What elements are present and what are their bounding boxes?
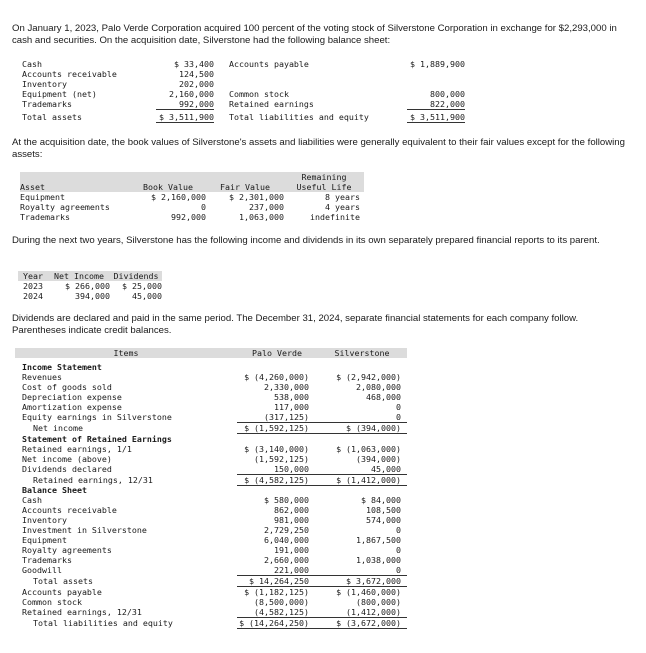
- bs-asset-label: Accounts receivable: [22, 69, 117, 79]
- income-row: [18, 291, 162, 301]
- income-statement-title-row: [15, 362, 407, 372]
- fv-row: [20, 192, 364, 202]
- bs-item-row: [15, 525, 407, 535]
- empty-cell: [317, 362, 407, 372]
- bs-total-row: [22, 110, 465, 123]
- fv-book-value: 0: [201, 202, 206, 212]
- total-assets-row-silverstone: $ 3,672,000: [317, 576, 407, 587]
- income-row: [15, 372, 407, 382]
- inc-header-dividends: Dividends: [110, 271, 162, 281]
- inc-header-year: Year: [18, 271, 48, 281]
- re-end-row-silverstone: $ (1,412,000): [317, 474, 407, 485]
- empty-cell: [317, 434, 407, 444]
- fair-value-header-row-2: [20, 182, 364, 192]
- hdr-items: Items: [15, 348, 237, 358]
- bs-row: [22, 89, 465, 99]
- fv-asset: Equipment: [20, 192, 65, 202]
- income-row-palo-verde: (317,125): [237, 412, 317, 423]
- bs-liability-label: Retained earnings: [229, 99, 314, 110]
- bs-row: [22, 69, 465, 79]
- fv-header-asset: Asset: [20, 182, 130, 192]
- acquisition-balance-sheet: [22, 59, 465, 123]
- empty-cell: [237, 485, 317, 495]
- retained-earnings-title-row: [15, 434, 407, 444]
- total-le-row-label: Total liabilities and equity: [33, 618, 173, 628]
- bs-item-row-silverstone: $ 84,000: [361, 495, 401, 505]
- re-row-label: Net income (above): [22, 453, 112, 464]
- bs-item-row: [15, 495, 407, 505]
- bs-asset-value: 124,500: [179, 69, 214, 79]
- bs-item-row-palo-verde: $ 580,000: [264, 495, 309, 505]
- fv-fair-value: 1,063,000: [239, 212, 284, 222]
- bs-empty: [214, 79, 407, 89]
- re-end-row-palo-verde: $ (4,582,125): [237, 474, 317, 485]
- income-row-silverstone: 2,080,000: [356, 382, 401, 392]
- bs-item-row-label: Inventory: [22, 515, 67, 525]
- bs-asset-label: Inventory: [22, 79, 67, 89]
- bs-liability-value: $ 1,889,900: [410, 59, 465, 69]
- le-row-silverstone: (1,412,000): [317, 607, 407, 618]
- le-row-palo-verde: (4,582,125): [237, 607, 317, 618]
- fv-fair-value: $ 2,301,000: [229, 192, 284, 202]
- retained-earnings-title: Statement of Retained Earnings: [22, 433, 172, 444]
- fair-value-table: [20, 172, 364, 222]
- income-row: [15, 382, 407, 392]
- net-income-row-silverstone: $ (394,000): [317, 423, 407, 434]
- bs-item-row: [15, 545, 407, 555]
- bs-item-row-silverstone: 0: [396, 525, 401, 535]
- bs-asset-value: $ 33,400: [174, 59, 214, 69]
- bs-empty: [407, 79, 465, 89]
- income-row: [18, 281, 162, 291]
- income-row-silverstone: 468,000: [366, 392, 401, 402]
- bs-item-row-palo-verde: 981,000: [274, 515, 309, 525]
- re-end-row: [15, 474, 407, 485]
- bs-asset-label: Trademarks: [22, 99, 72, 110]
- bs-total-assets-value: $ 3,511,900: [156, 110, 214, 123]
- le-row: [15, 597, 407, 607]
- bs-item-row-palo-verde: 2,660,000: [264, 555, 309, 565]
- bs-empty: [407, 69, 465, 79]
- income-row-label: Revenues: [22, 372, 62, 382]
- bs-row: [22, 59, 465, 69]
- inc-year: 2024: [23, 291, 43, 301]
- bs-item-row-palo-verde: 6,040,000: [264, 535, 309, 545]
- empty-cell: [237, 362, 317, 372]
- bs-total-assets-label: Total assets: [22, 112, 82, 122]
- balance-sheet-title-row: [15, 485, 407, 495]
- bs-liability-label: Accounts payable: [229, 59, 309, 69]
- bs-item-row-label: Cash: [22, 495, 42, 505]
- bs-item-row-label: Accounts receivable: [22, 505, 117, 515]
- total-le-row-silverstone: $ (3,672,000): [317, 618, 407, 629]
- fv-header-book: Book Value: [130, 182, 206, 192]
- inc-net-income: $ 266,000: [65, 281, 110, 291]
- statements-header-row: [15, 348, 407, 358]
- re-row-palo-verde: (1,592,125): [254, 453, 309, 464]
- net-income-row-palo-verde: $ (1,592,125): [237, 423, 317, 434]
- le-row: [15, 587, 407, 598]
- re-row-silverstone: (394,000): [356, 453, 401, 464]
- le-row-silverstone: (800,000): [356, 597, 401, 607]
- inc-year: 2023: [23, 281, 43, 291]
- bs-row: [22, 99, 465, 110]
- re-row: [15, 464, 407, 475]
- re-row-palo-verde: $ (3,140,000): [244, 443, 309, 454]
- re-row-label: Dividends declared: [22, 463, 112, 474]
- income-dividends-table: [18, 271, 162, 301]
- bs-liability-label: Common stock: [229, 89, 289, 99]
- le-row-label: Retained earnings, 12/31: [22, 607, 142, 618]
- fv-book-value: 992,000: [171, 212, 206, 222]
- bs-liability-value: 800,000: [430, 89, 465, 99]
- bs-item-row-silverstone: 1,038,000: [356, 555, 401, 565]
- hdr-palo-verde: Palo Verde: [237, 348, 317, 358]
- bs-empty: [214, 69, 407, 79]
- bs-item-row-palo-verde: 2,729,250: [264, 525, 309, 535]
- le-row-palo-verde: $ (1,182,125): [244, 587, 309, 597]
- net-income-row-label: Net income: [33, 423, 83, 433]
- fv-header-fair: Fair Value: [206, 182, 284, 192]
- income-row: [15, 392, 407, 402]
- bs-item-row: [15, 535, 407, 545]
- income-header-row: [18, 271, 162, 281]
- fv-fair-value: 237,000: [249, 202, 284, 212]
- bs-item-row-label: Goodwill: [22, 565, 62, 576]
- bs-item-row: [15, 505, 407, 515]
- le-row-silverstone: $ (1,460,000): [336, 587, 401, 597]
- bs-liability-value: 822,000: [407, 99, 465, 110]
- fv-book-value: $ 2,160,000: [151, 192, 206, 202]
- financial-statements-table: [15, 348, 407, 629]
- statements-paragraph: Dividends are declared and paid in the same period. The December 31, 2024, separate financial statements for each company follow. Parentheses indicate credit balances.: [12, 313, 579, 337]
- net-income-row: [15, 423, 407, 434]
- fv-header-remaining: Remaining: [284, 172, 364, 182]
- bs-item-row: [15, 555, 407, 565]
- bs-item-row-silverstone: 108,500: [366, 505, 401, 515]
- re-row-silverstone: 45,000: [317, 464, 407, 475]
- re-end-row-label: Retained earnings, 12/31: [33, 474, 153, 485]
- inc-dividends: $ 25,000: [122, 281, 162, 291]
- income-paragraph: During the next two years, Silverstone has the following income and dividends in its own separately prepared financial reports to its parent.: [12, 235, 600, 246]
- total-le-row: [15, 618, 407, 629]
- income-row-label: Equity earnings in Silverstone: [22, 412, 172, 423]
- bs-item-row-silverstone: 0: [317, 565, 407, 576]
- bs-asset-value: 2,160,000: [169, 89, 214, 99]
- bs-item-row-palo-verde: 191,000: [274, 545, 309, 555]
- fv-useful-life: 4 years: [325, 202, 360, 212]
- balance-sheet-title: Balance Sheet: [22, 485, 87, 495]
- bs-item-row-label: Investment in Silverstone: [22, 525, 147, 535]
- re-row: [15, 444, 407, 454]
- income-row: [15, 412, 407, 423]
- le-row-label: Accounts payable: [22, 586, 102, 597]
- bs-item-row-silverstone: 574,000: [366, 515, 401, 525]
- inc-header-income: Net Income: [48, 271, 110, 281]
- bs-total-le-value: $ 3,511,900: [407, 110, 465, 123]
- income-row-label: Cost of goods sold: [22, 382, 112, 392]
- fv-header-useful-life: Useful Life: [284, 182, 364, 192]
- fv-asset: Trademarks: [20, 212, 70, 222]
- income-row-label: Depreciation expense: [22, 392, 122, 402]
- bs-total-le-label: Total liabilities and equity: [229, 112, 369, 122]
- fv-useful-life: indefinite: [310, 212, 360, 222]
- intro-paragraph: On January 1, 2023, Palo Verde Corporation acquired 100 percent of the voting stock of Silverstone Corporation in exchange for $2,293,000 in cash and securities. On the acquisition date, Silverstone had the following balance sheet:: [12, 23, 617, 47]
- fair-value-header-row-1: [20, 172, 364, 182]
- fv-row: [20, 212, 364, 222]
- total-assets-row-label: Total assets: [33, 576, 93, 586]
- fv-asset: Royalty agreements: [20, 202, 110, 212]
- total-assets-row: [15, 576, 407, 587]
- le-row-label: Common stock: [22, 597, 82, 607]
- empty-cell: [237, 434, 317, 444]
- income-row-silverstone: $ (2,942,000): [336, 372, 401, 382]
- bs-asset-value: 202,000: [179, 79, 214, 89]
- bs-item-row-palo-verde: 221,000: [237, 565, 317, 576]
- income-row-palo-verde: 117,000: [274, 402, 309, 412]
- bs-item-row-label: Trademarks: [22, 555, 72, 565]
- income-row-silverstone: 0: [317, 412, 407, 423]
- total-le-row-palo-verde: $ (14,264,250): [237, 618, 317, 629]
- bs-asset-label: Equipment (net): [22, 89, 97, 99]
- le-row: [15, 607, 407, 618]
- bs-item-row: [15, 515, 407, 525]
- income-row-palo-verde: 2,330,000: [264, 382, 309, 392]
- fv-row: [20, 202, 364, 212]
- income-row-palo-verde: 538,000: [274, 392, 309, 402]
- bs-item-row-silverstone: 1,867,500: [356, 535, 401, 545]
- total-assets-row-palo-verde: $ 14,264,250: [237, 576, 317, 587]
- bs-item-row-silverstone: 0: [396, 545, 401, 555]
- bs-item-row: [15, 565, 407, 576]
- bs-item-row-palo-verde: 862,000: [274, 505, 309, 515]
- fair-value-paragraph: At the acquisition date, the book values of Silverstone's assets and liabilities were generally equivalent to their fair values except for the following assets:: [12, 137, 625, 161]
- inc-net-income: 394,000: [75, 291, 110, 301]
- le-row-palo-verde: (8,500,000): [254, 597, 309, 607]
- bs-row: [22, 79, 465, 89]
- empty-cell: [317, 485, 407, 495]
- re-row-palo-verde: 150,000: [237, 464, 317, 475]
- re-row-label: Retained earnings, 1/1: [22, 443, 132, 454]
- income-row-label: Amortization expense: [22, 402, 122, 412]
- income-statement-title: Income Statement: [22, 362, 102, 372]
- fv-useful-life: 8 years: [325, 192, 360, 202]
- income-row-palo-verde: $ (4,260,000): [244, 372, 309, 382]
- income-row: [15, 402, 407, 412]
- income-row-silverstone: 0: [396, 402, 401, 412]
- bs-asset-label: Cash: [22, 59, 42, 69]
- bs-asset-value: 992,000: [156, 99, 214, 110]
- re-row-silverstone: $ (1,063,000): [336, 443, 401, 454]
- bs-item-row-label: Equipment: [22, 535, 67, 545]
- re-row: [15, 454, 407, 464]
- hdr-silverstone: Silverstone: [317, 348, 407, 358]
- inc-dividends: 45,000: [132, 291, 162, 301]
- bs-item-row-label: Royalty agreements: [22, 545, 112, 555]
